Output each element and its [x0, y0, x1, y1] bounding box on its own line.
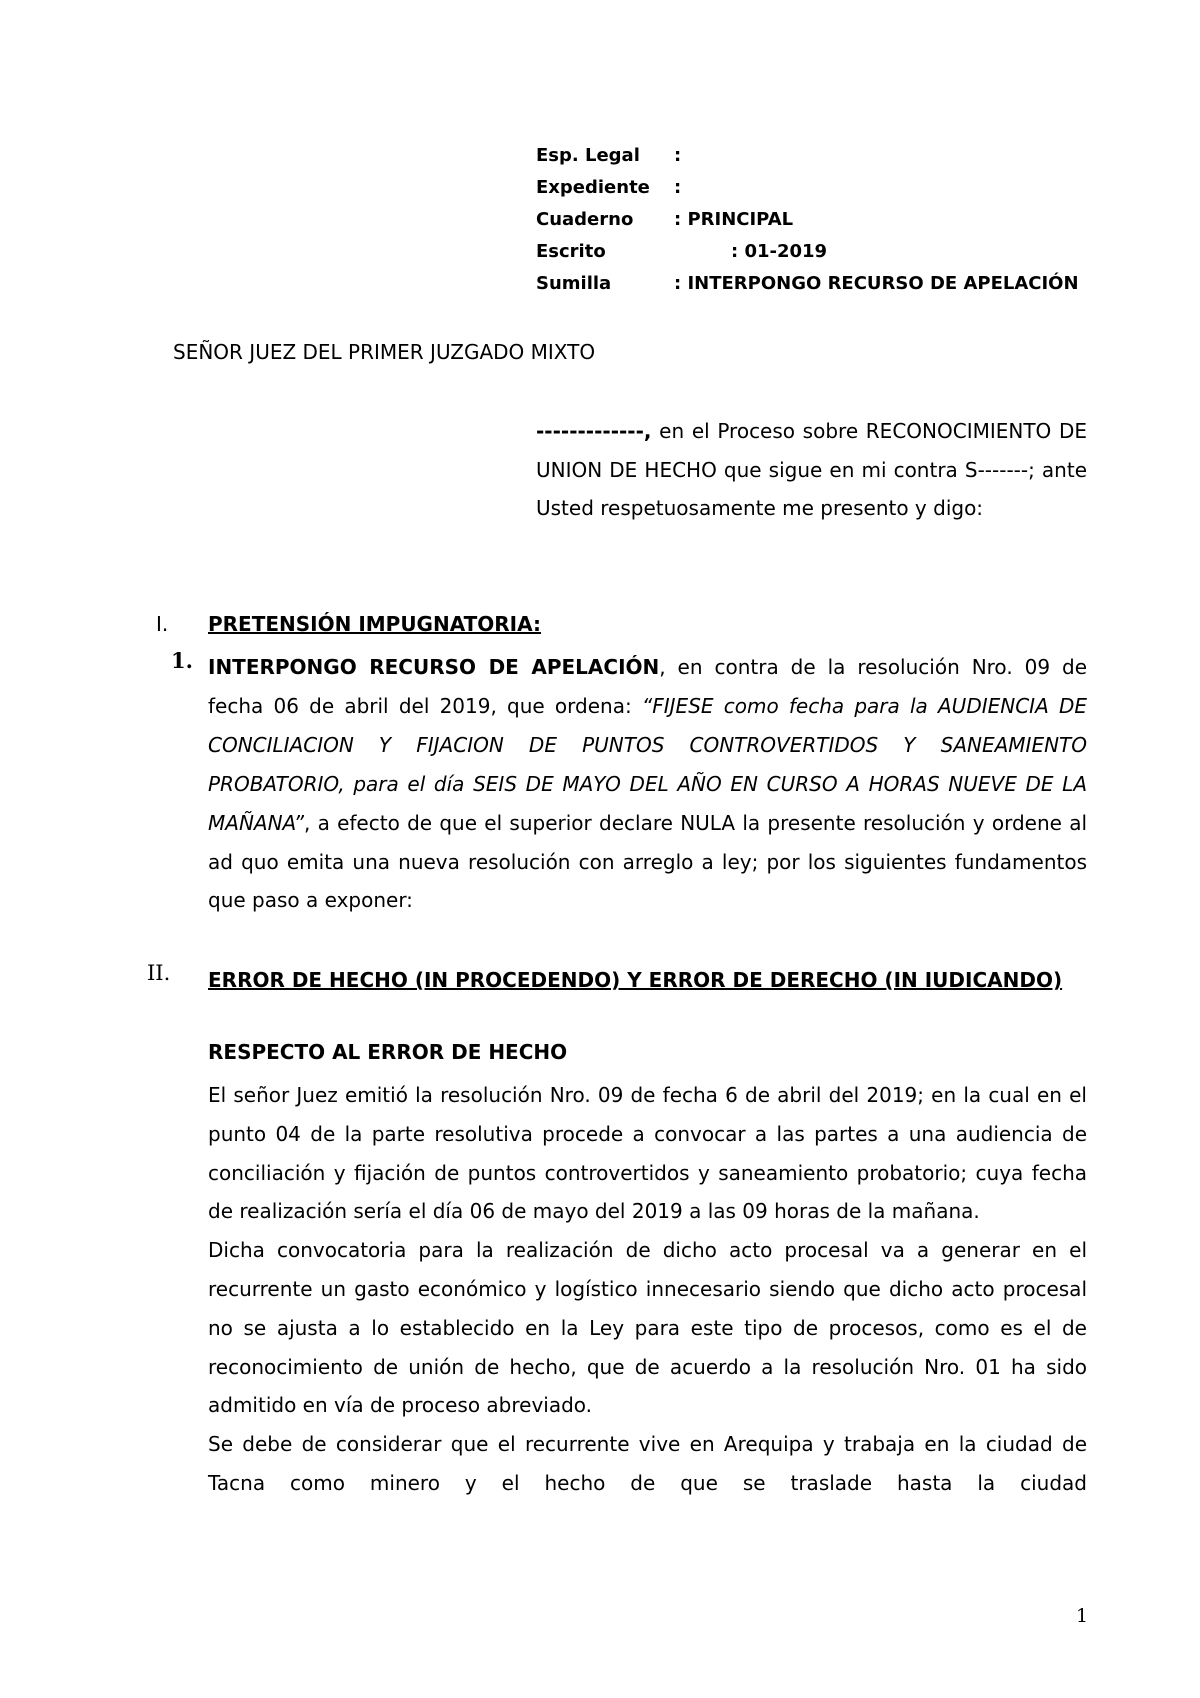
section-number: I.: [156, 612, 169, 636]
header-value: : PRINCIPAL: [674, 209, 794, 230]
header-label: Escrito: [536, 241, 606, 262]
header-label: Expediente: [536, 177, 650, 198]
addressee: SEÑOR JUEZ DEL PRIMER JUZGADO MIXTO: [173, 340, 596, 364]
item-number: 1.: [171, 648, 193, 673]
page-number: 1: [1076, 1605, 1089, 1627]
header-label: Esp. Legal: [536, 145, 640, 166]
section-number: II.: [147, 961, 171, 985]
body-paragraph: Dicha convocatoria para la realización de dicho acto procesal va a generar en el recurrente un gasto económico y logístico innecesario siendo que dicho acto procesal no se ajusta a lo establecido en la Ley para este tipo de procesos, como es el de reconocimiento de unión de hecho, que de acuerdo a la resolución Nro. 01 ha sido admitido en vía de proceso abreviado.: [208, 1238, 1087, 1418]
section-title: ERROR DE HECHO (IN PROCEDENDO) Y ERROR DE DERECHO (IN IUDICANDO): [208, 968, 1063, 992]
body-paragraph: Se debe de considerar que el recurrente vive en Arequipa y trabaja en la ciudad de Tacna como minero y el hecho de que se traslade hasta la ciudad: [208, 1432, 1087, 1495]
header-value: : 01-2019: [731, 241, 828, 262]
intro-paragraph: [536, 412, 1087, 528]
section-title: PRETENSIÓN IMPUGNATORIA:: [208, 612, 541, 636]
appeal-quote: “FIJESE como fecha para la AUDIENCIA DE CONCILIACION Y FIJACION DE PUNTOS CONTROVERTIDOS Y SANEAMIENTO PROBATORIO, para el día SEIS DE MAYO DEL AÑO EN CURSO A HORAS NUEVE DE LA MAÑANA”: [208, 693, 1087, 835]
sub-heading: RESPECTO AL ERROR DE HECHO: [208, 1040, 568, 1064]
header-label: Cuaderno: [536, 209, 634, 230]
section-body: [208, 1076, 1087, 1503]
petitioner-name: -------------,: [536, 419, 652, 443]
header-value: : INTERPONGO RECURSO DE APELACIÓN: [674, 273, 1079, 294]
appeal-paragraph: [208, 648, 1087, 920]
header-label: Sumilla: [536, 273, 612, 294]
appeal-text: , en contra de la resolución Nro. 09 de fecha 06 de abril del 2019, que ordena:: [208, 655, 1087, 718]
intro-text: en el Proceso sobre RECONOCIMIENTO DE UNION DE HECHO que sigue en mi contra S-------; ante Usted respetuosamente me presento y digo:: [536, 419, 1087, 521]
header-value: :: [674, 177, 682, 198]
body-paragraph: El señor Juez emitió la resolución Nro. 09 de fecha 6 de abril del 2019; en la cual en el punto 04 de la parte resolutiva procede a convocar a las partes a una audiencia de conciliación y fijación de puntos controvertidos y saneamiento probatorio; cuya fecha de realización sería el día 06 de mayo del 2019 a las 09 horas de la mañana.: [208, 1083, 1087, 1224]
header-value: :: [674, 145, 682, 166]
appeal-text: , a efecto de que el superior declare NULA la presente resolución y ordene al ad quo emita una nueva resolución con arreglo a ley; por los siguientes fundamentos que paso a exponer:: [208, 810, 1087, 913]
appeal-bold: INTERPONGO RECURSO DE APELACIÓN: [208, 655, 660, 679]
